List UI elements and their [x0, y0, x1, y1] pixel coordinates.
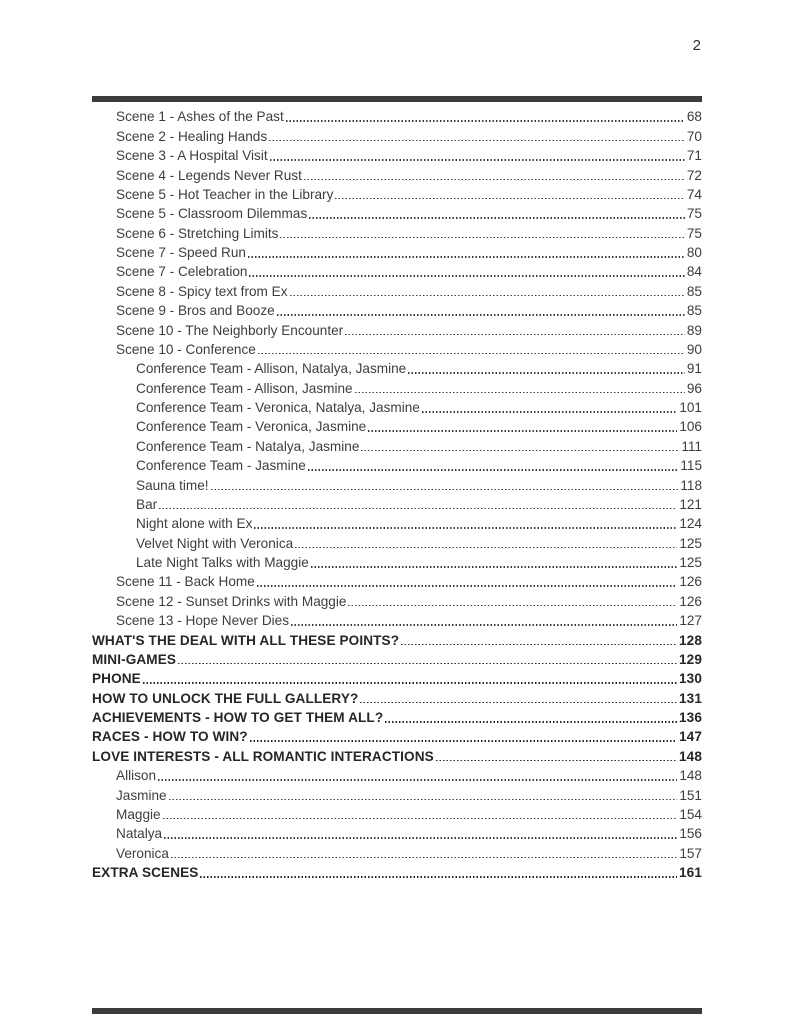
- toc-entry-label: Sauna time!: [136, 477, 209, 493]
- toc-entry: [92, 242, 702, 261]
- toc-entry-label: Scene 5 - Hot Teacher in the Library: [116, 186, 334, 202]
- toc-entry-page: 75: [686, 225, 702, 241]
- dot-leader: [385, 721, 677, 723]
- toc-entry-label: Scene 7 - Celebration: [116, 264, 248, 280]
- toc-entry-label: RACES - HOW TO WIN?: [92, 729, 248, 745]
- toc-entry-label: Conference Team - Natalya, Jasmine: [136, 438, 360, 454]
- page-number: 2: [692, 37, 701, 54]
- toc-entry-page: 126: [679, 574, 702, 590]
- toc-entry-label: Scene 10 - Conference: [116, 341, 256, 357]
- toc-entry-page: 84: [686, 264, 702, 280]
- dot-leader: [290, 295, 685, 297]
- toc-entry-page: 128: [679, 632, 702, 648]
- dot-leader: [401, 644, 677, 646]
- toc-entry-page: 85: [686, 283, 702, 299]
- toc-entry: [92, 319, 702, 338]
- toc-entry: [92, 416, 702, 435]
- toc-entry: [92, 377, 702, 396]
- dot-leader: [280, 237, 684, 239]
- toc-entry: [92, 668, 702, 687]
- toc-entry-page: 68: [686, 109, 702, 125]
- toc-entry: [92, 125, 702, 144]
- toc-entry-label: MINI-GAMES: [92, 651, 177, 667]
- toc-entry: [92, 145, 702, 164]
- toc-entry-page: 148: [679, 748, 702, 764]
- toc-entry-page: 148: [679, 768, 702, 784]
- toc-entry-label: Scene 12 - Sunset Drinks with Maggie: [116, 593, 347, 609]
- toc-entry-label: Scene 3 - A Hospital Visit: [116, 148, 268, 164]
- toc-entry: [92, 222, 702, 241]
- dot-leader: [291, 624, 677, 626]
- dot-leader: [295, 547, 677, 549]
- toc-entry-label: LOVE INTERESTS - ALL ROMANTIC INTERACTIONS: [92, 748, 434, 764]
- dot-leader: [361, 450, 679, 452]
- toc-entry: [92, 280, 702, 299]
- dot-leader: [335, 198, 685, 200]
- toc-entry: [92, 339, 702, 358]
- toc-entry-label: Scene 11 - Back Home: [116, 574, 255, 590]
- toc-entry-page: 125: [679, 535, 702, 551]
- toc-entry-label: WHAT'S THE DEAL WITH ALL THESE POINTS?: [92, 632, 400, 648]
- dot-leader: [408, 372, 685, 374]
- toc-entry-label: Scene 5 - Classroom Dilemmas: [116, 206, 308, 222]
- toc-entry: [92, 300, 702, 319]
- toc-entry-label: Veronica: [116, 845, 169, 861]
- dot-leader: [211, 489, 679, 491]
- toc-entry-label: Conference Team - Veronica, Jasmine: [136, 419, 367, 435]
- dot-leader: [249, 275, 684, 277]
- toc-entry-label: Conference Team - Allison, Natalya, Jasmine: [136, 361, 407, 377]
- toc-entry-page: 126: [679, 593, 702, 609]
- toc-entry: [92, 629, 702, 648]
- toc-entry-page: 72: [686, 167, 702, 183]
- toc-entry: [92, 687, 702, 706]
- toc-entry-label: Allison: [116, 768, 157, 784]
- toc-entry: [92, 726, 702, 745]
- toc-entry-page: 115: [680, 458, 702, 474]
- toc-entry: [92, 397, 702, 416]
- toc-entry: [92, 765, 702, 784]
- toc-entry: [92, 532, 702, 551]
- toc-entry: [92, 842, 702, 861]
- toc-entry-label: Conference Team - Jasmine: [136, 458, 306, 474]
- toc-entry-page: 74: [686, 186, 702, 202]
- dot-leader: [311, 566, 678, 568]
- toc-entry-label: Conference Team - Veronica, Natalya, Jasmine: [136, 400, 420, 415]
- dot-leader: [304, 179, 685, 181]
- toc-entry-label: Scene 2 - Healing Hands: [116, 128, 268, 144]
- toc-entry-page: 70: [686, 128, 702, 144]
- dot-leader: [308, 469, 679, 471]
- toc-entry: [92, 571, 702, 590]
- toc-entry: [92, 106, 702, 125]
- toc-entry: [92, 435, 702, 454]
- toc-entry-label: Jasmine: [116, 787, 167, 803]
- toc-entry-label: Scene 1 - Ashes of the Past: [116, 109, 284, 125]
- toc-entry: [92, 474, 702, 493]
- dot-leader: [200, 876, 677, 878]
- toc-entry-label: Scene 13 - Hope Never Dies: [116, 613, 290, 629]
- toc-entry-page: 101: [679, 400, 702, 415]
- toc-entry-label: PHONE: [92, 671, 141, 687]
- toc-entry-page: 147: [679, 729, 702, 745]
- toc-entry-label: Scene 10 - The Neighborly Encounter: [116, 322, 344, 338]
- top-rule: [92, 96, 702, 102]
- toc-entry-label: Night alone with Ex: [136, 516, 253, 532]
- toc-entry: [92, 494, 702, 513]
- dot-leader: [277, 314, 685, 316]
- toc-entry-label: HOW TO UNLOCK THE FULL GALLERY?: [92, 690, 359, 706]
- dot-leader: [159, 508, 677, 510]
- dot-leader: [169, 799, 678, 801]
- toc-entry-page: 129: [679, 651, 702, 667]
- toc-entry-label: Scene 6 - Stretching Limits: [116, 225, 279, 241]
- toc-entry: [92, 552, 702, 571]
- toc-entry-label: Scene 4 - Legends Never Rust: [116, 167, 302, 183]
- toc-entry: [92, 513, 702, 532]
- toc-entry-label: Conference Team - Allison, Jasmine: [136, 380, 353, 396]
- dot-leader: [348, 605, 677, 607]
- toc-entry-page: 85: [686, 303, 702, 319]
- dot-leader: [368, 430, 677, 432]
- toc-entry-label: Late Night Talks with Maggie: [136, 555, 309, 570]
- toc-entry-label: ACHIEVEMENTS - HOW TO GET THEM ALL?: [92, 710, 384, 725]
- toc-entry: [92, 649, 702, 668]
- toc-entry-page: 161: [679, 865, 702, 880]
- toc-entry-page: 111: [681, 438, 702, 454]
- dot-leader: [257, 585, 678, 587]
- dot-leader: [345, 334, 685, 336]
- dot-leader: [163, 818, 678, 820]
- toc-entry: [92, 590, 702, 609]
- dot-leader: [178, 663, 677, 665]
- toc-entry: [92, 164, 702, 183]
- toc-entry: [92, 184, 702, 203]
- toc-entry-page: 157: [679, 845, 702, 861]
- toc-entry-page: 131: [679, 690, 702, 706]
- dot-leader: [250, 740, 677, 742]
- toc-entry: [92, 745, 702, 764]
- toc-entry: [92, 203, 702, 222]
- toc-entry: [92, 707, 702, 726]
- toc-entry-label: Scene 9 - Bros and Booze: [116, 303, 275, 319]
- dot-leader: [436, 760, 677, 762]
- toc-entry-label: Velvet Night with Veronica: [136, 535, 294, 551]
- toc-entry: [92, 455, 702, 474]
- toc-entry-page: 130: [679, 671, 702, 687]
- dot-leader: [270, 159, 685, 161]
- toc-entry-page: 151: [679, 787, 702, 803]
- toc-entry-label: Maggie: [116, 806, 161, 822]
- dot-leader: [164, 837, 677, 839]
- toc-entry-page: 75: [686, 206, 702, 222]
- toc-entry-page: 71: [686, 148, 702, 164]
- toc-entry: [92, 784, 702, 803]
- toc-entry-page: 125: [679, 555, 702, 570]
- toc-entry: [92, 823, 702, 842]
- toc-entry-label: Scene 7 - Speed Run: [116, 245, 246, 260]
- dot-leader: [269, 140, 685, 142]
- dot-leader: [248, 256, 685, 258]
- dot-leader: [143, 682, 677, 684]
- table-of-contents: [92, 106, 702, 881]
- toc-entry-page: 124: [679, 516, 702, 532]
- dot-leader: [355, 392, 685, 394]
- toc-entry: [92, 610, 702, 629]
- toc-entry-label: Bar: [136, 496, 158, 512]
- dot-leader: [360, 702, 677, 704]
- toc-entry: [92, 358, 702, 377]
- toc-entry-page: 96: [686, 380, 702, 396]
- dot-leader: [254, 527, 677, 529]
- toc-entry-label: Scene 8 - Spicy text from Ex: [116, 283, 288, 299]
- bottom-rule: [92, 1008, 702, 1014]
- dot-leader: [422, 411, 677, 413]
- toc-entry-page: 106: [679, 419, 702, 435]
- toc-entry: [92, 862, 702, 881]
- toc-entry-label: Natalya: [116, 826, 163, 842]
- dot-leader: [171, 857, 677, 859]
- toc-entry-page: 136: [679, 710, 702, 725]
- toc-entry-page: 118: [680, 477, 702, 493]
- toc-entry-page: 121: [679, 496, 702, 512]
- toc-entry: [92, 804, 702, 823]
- toc-entry-page: 154: [679, 806, 702, 822]
- toc-entry-page: 91: [686, 361, 702, 377]
- toc-entry-page: 156: [679, 826, 702, 842]
- toc-entry-page: 80: [686, 245, 702, 260]
- dot-leader: [258, 353, 685, 355]
- dot-leader: [158, 779, 677, 781]
- toc-entry: [92, 261, 702, 280]
- toc-entry-label: EXTRA SCENES: [92, 865, 199, 880]
- dot-leader: [286, 120, 685, 122]
- toc-entry-page: 89: [686, 322, 702, 338]
- dot-leader: [309, 217, 685, 219]
- toc-entry-page: 90: [686, 341, 702, 357]
- toc-entry-page: 127: [679, 613, 702, 629]
